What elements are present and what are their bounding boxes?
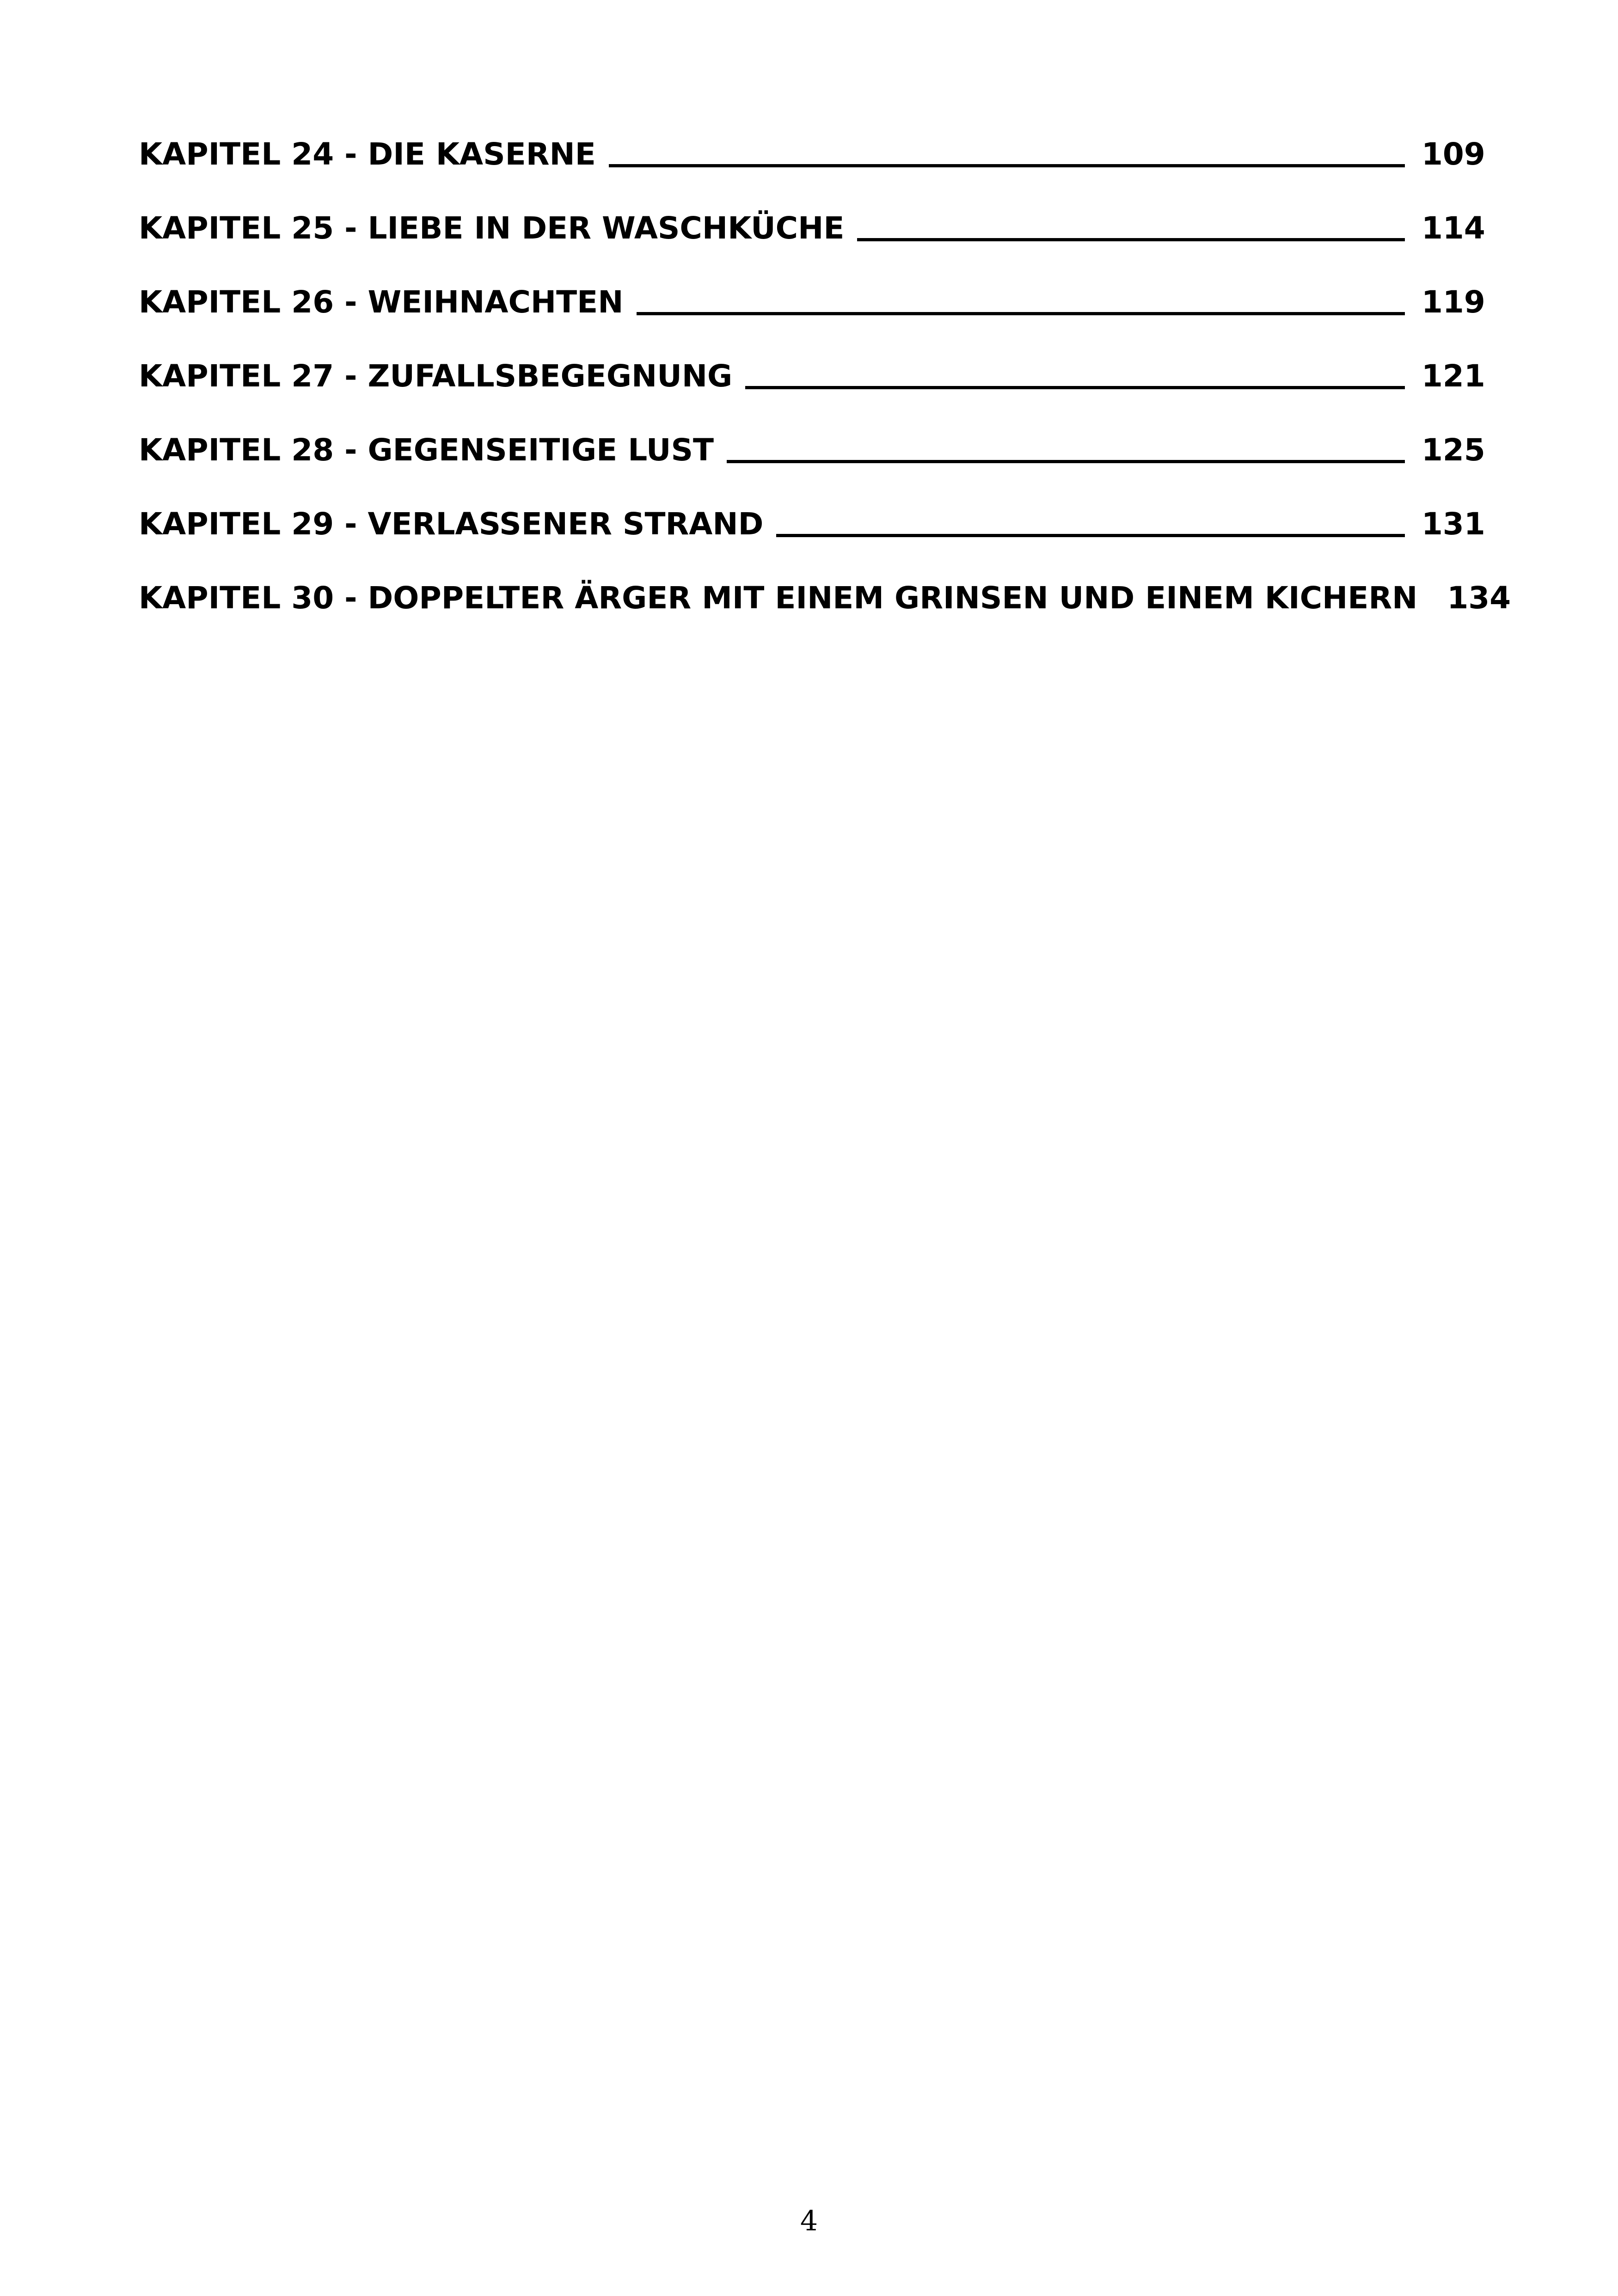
toc-entry-page-number: 119 xyxy=(1422,284,1485,320)
toc-entry-page-number: 134 xyxy=(1447,580,1511,616)
toc-entry-page-number: 109 xyxy=(1422,136,1485,172)
toc-leader-line xyxy=(727,460,1405,463)
toc-entry-page-number: 121 xyxy=(1422,358,1485,394)
toc-entry-kapitel-27[interactable] xyxy=(139,358,1485,432)
toc-entry-kapitel-26[interactable] xyxy=(139,284,1485,358)
toc-leader-line xyxy=(776,534,1405,537)
toc-entry-title: KAPITEL 28 - GEGENSEITIGE LUST xyxy=(139,432,714,468)
toc-leader-line xyxy=(637,312,1405,315)
toc-entry-title: KAPITEL 29 - VERLASSENER STRAND xyxy=(139,506,764,542)
toc-entry-page-number: 125 xyxy=(1422,432,1485,468)
toc-leader-line xyxy=(745,386,1405,389)
toc-entry-kapitel-24[interactable] xyxy=(139,136,1485,210)
toc-leader-line xyxy=(609,164,1405,167)
page-number: 4 xyxy=(800,2205,818,2237)
toc-entry-kapitel-25[interactable] xyxy=(139,210,1485,284)
toc-entry-page-number: 114 xyxy=(1422,210,1485,246)
toc-entry-page-number: 131 xyxy=(1422,506,1485,542)
toc-entry-title: KAPITEL 25 - LIEBE IN DER WASCHKÜCHE xyxy=(139,210,845,246)
table-of-contents xyxy=(139,136,1511,654)
toc-leader-line xyxy=(857,238,1405,241)
toc-entry-title: KAPITEL 24 - DIE KASERNE xyxy=(139,136,596,172)
toc-entry-kapitel-28[interactable] xyxy=(139,432,1485,506)
toc-entry-title: KAPITEL 27 - ZUFALLSBEGEGNUNG xyxy=(139,358,733,394)
toc-entry-title: KAPITEL 26 - WEIHNACHTEN xyxy=(139,284,624,320)
toc-entry-kapitel-30[interactable] xyxy=(139,580,1511,654)
toc-entry-kapitel-29[interactable] xyxy=(139,506,1485,580)
toc-entry-title: KAPITEL 30 - DOPPELTER ÄRGER MIT EINEM GRINSEN UND EINEM KICHERN xyxy=(139,580,1418,616)
